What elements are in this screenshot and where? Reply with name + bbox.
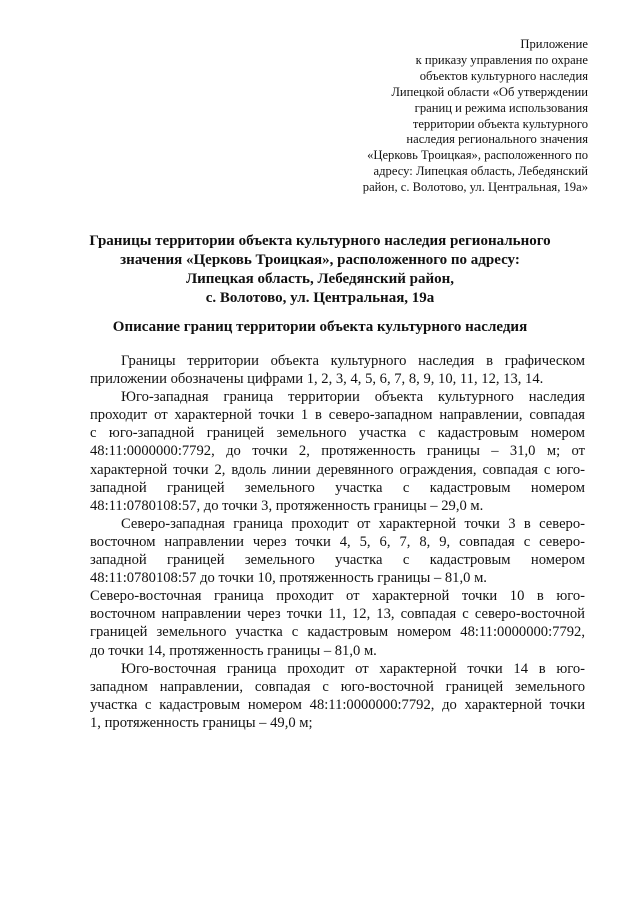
appendix-line: к приказу управления по охране	[415, 52, 588, 67]
appendix-line: район, с. Волотово, ул. Центральная, 19а»	[362, 180, 588, 195]
body-line: границей земельного участка с кадастровым номером 48:11:0000000:7792,	[90, 624, 585, 641]
body-line: 48:11:0000000:7792, до точки 2, протяженность границы – 31,0 м; от	[90, 443, 585, 460]
appendix-line: «Церковь Троицкая», расположенного по	[367, 148, 588, 163]
body-line: участка с кадастровым номером 48:11:0000000:7792, до характерной точки	[90, 696, 585, 713]
body-line: проходит от характерной точки 1 в северо-западном направлении, совпадая	[90, 407, 585, 424]
appendix-line: границ и режима использования	[414, 100, 588, 115]
body-line: характерной точки 2, вдоль линии деревянного ограждения, совпадая с юго-	[90, 461, 585, 478]
body-line: 1, протяженность границы – 49,0 м;	[90, 714, 313, 731]
body-line: восточном направлении через точки 4, 5, 6, 7, 8, 9, совпадая с северо-	[90, 533, 585, 550]
appendix-line: наследия регионального значения	[406, 132, 588, 147]
document-title	[0, 232, 640, 308]
body-line: Северо-западная граница проходит от характерной точки 3 в северо-	[121, 515, 585, 532]
title-line: с. Волотово, ул. Центральная, 19а	[205, 290, 435, 306]
body-line: Северо-восточная граница проходит от характерной точки 10 в юго-	[90, 588, 585, 605]
body-line: Границы территории объекта культурного наследия в графическом	[121, 353, 585, 369]
appendix-line: Приложение	[520, 37, 588, 51]
body-line: восточном направлении через точки 11, 12, 13, совпадая с северо-восточной	[90, 606, 585, 623]
body-line: Юго-западная граница территории объекта культурного наследия	[121, 389, 585, 406]
appendix-line: объектов культурного наследия	[419, 68, 588, 83]
section-heading: Описание границ территории объекта культурного наследия	[112, 319, 528, 335]
title-line: Липецкая область, Лебедянский район,	[185, 271, 455, 287]
appendix-line: Липецкой области «Об утверждении	[391, 84, 588, 99]
body-line: с юго-западной границей земельного участка с кадастровым номером	[90, 425, 585, 442]
appendix-block	[363, 37, 588, 196]
title-line: значения «Церковь Троицкая», расположенного по адресу:	[120, 252, 520, 268]
title-line: Границы территории объекта культурного наследия регионального	[89, 233, 551, 249]
body-line: приложении обозначены цифрами 1, 2, 3, 4, 5, 6, 7, 8, 9, 10, 11, 12, 13, 14.	[90, 371, 544, 388]
body-line: 48:11:0780108:57, до точки 3, протяженность границы – 29,0 м.	[90, 497, 484, 514]
body-line: западной границей земельного участка с кадастровым номером	[90, 479, 585, 496]
appendix-line: адресу: Липецкая область, Лебедянский	[373, 164, 588, 179]
body-line: западном направлении, совпадая с юго-восточной границей земельного	[90, 678, 585, 695]
body-line: западной границей земельного участка с кадастровым номером	[90, 552, 585, 569]
body-line: 48:11:0780108:57 до точки 10, протяженность границы – 81,0 м.	[90, 570, 487, 587]
document-body	[90, 352, 585, 732]
body-line: Юго-восточная граница проходит от характерной точки 14 в юго-	[121, 660, 585, 677]
body-line: до точки 14, протяженность границы – 81,0 м.	[90, 642, 377, 659]
appendix-line: территории объекта культурного	[412, 116, 588, 131]
